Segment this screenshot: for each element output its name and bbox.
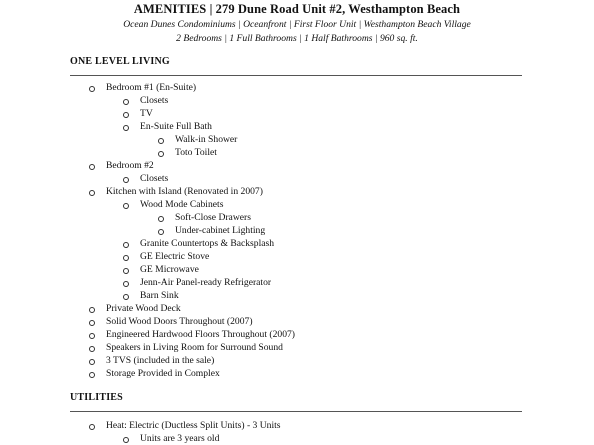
bullet-icon [123, 99, 129, 105]
section-divider-living [70, 75, 522, 76]
list-item-label: Toto Toilet [175, 147, 217, 158]
bullet-icon [123, 281, 129, 287]
list-item-label: Bedroom #1 (En-Suite) [106, 82, 197, 93]
list-item-label: Walk-in Shower [175, 134, 238, 145]
bullet-icon [89, 359, 95, 365]
list-item-label: Speakers in Living Room for Surround Sound [106, 342, 283, 353]
bullet-icon [123, 203, 129, 209]
list-item-label: Kitchen with Island (Renovated in 2007) [106, 186, 263, 197]
bullet-icon [123, 268, 129, 274]
bullet-icon [123, 125, 129, 131]
list-item-label: Wood Mode Cabinets [140, 199, 224, 210]
list-item-label: Jenn-Air Panel-ready Refrigerator [140, 277, 272, 288]
list-item-label: Engineered Hardwood Floors Throughout (2007) [106, 329, 295, 340]
list-item-label: Solid Wood Doors Throughout (2007) [106, 316, 253, 327]
bullet-icon [89, 346, 95, 352]
list-item-label: Storage Provided in Complex [106, 368, 220, 379]
bullet-icon [158, 151, 164, 157]
section-heading-living: ONE LEVEL LIVING [70, 56, 170, 67]
list-item-label: TV [140, 108, 153, 119]
list-item-label: Closets [140, 95, 169, 106]
bullet-icon [123, 177, 129, 183]
list-item-label: 3 TVS (included in the sale) [106, 355, 215, 366]
bullet-icon [123, 255, 129, 261]
section-divider-utilities [70, 411, 522, 412]
bullet-icon [123, 112, 129, 118]
bullet-icon [158, 138, 164, 144]
bullet-icon [89, 190, 95, 196]
list-item-label: Private Wood Deck [106, 303, 181, 314]
bullet-icon [123, 242, 129, 248]
bullet-icon [89, 424, 95, 430]
list-item-label: Soft-Close Drawers [175, 212, 251, 223]
bullet-icon [89, 164, 95, 170]
document-subtitle-property: Ocean Dunes Condominiums | Oceanfront | First Floor Unit | Westhampton Beach Village [123, 19, 471, 30]
list-item-label: Units are 3 years old [140, 433, 220, 444]
list-item-label: GE Electric Stove [140, 251, 210, 262]
list-item-label: Bedroom #2 [106, 160, 154, 171]
list-item-label: Under-cabinet Lighting [175, 225, 266, 236]
list-item-label: Barn Sink [140, 290, 179, 301]
bullet-icon [89, 320, 95, 326]
bullet-icon [158, 229, 164, 235]
list-item-label: Granite Countertops & Backsplash [140, 238, 275, 249]
document-subtitle-specs: 2 Bedrooms | 1 Full Bathrooms | 1 Half Bathrooms | 960 sq. ft. [176, 33, 418, 44]
document-title: AMENITIES | 279 Dune Road Unit #2, Westhampton Beach [133, 2, 461, 16]
list-item-label: Heat: Electric (Ductless Split Units) - 3 Units [106, 420, 281, 431]
list-item-label: Closets [140, 173, 169, 184]
bullet-icon [123, 294, 129, 300]
bullet-icon [158, 216, 164, 222]
bullet-icon [89, 333, 95, 339]
bullet-icon [89, 372, 95, 378]
bullet-icon [123, 437, 129, 443]
bullet-icon [89, 86, 95, 92]
bullet-icon [89, 307, 95, 313]
section-heading-utilities: UTILITIES [70, 392, 123, 403]
list-item-label: En-Suite Full Bath [140, 121, 212, 132]
list-item-label: GE Microwave [140, 264, 199, 275]
